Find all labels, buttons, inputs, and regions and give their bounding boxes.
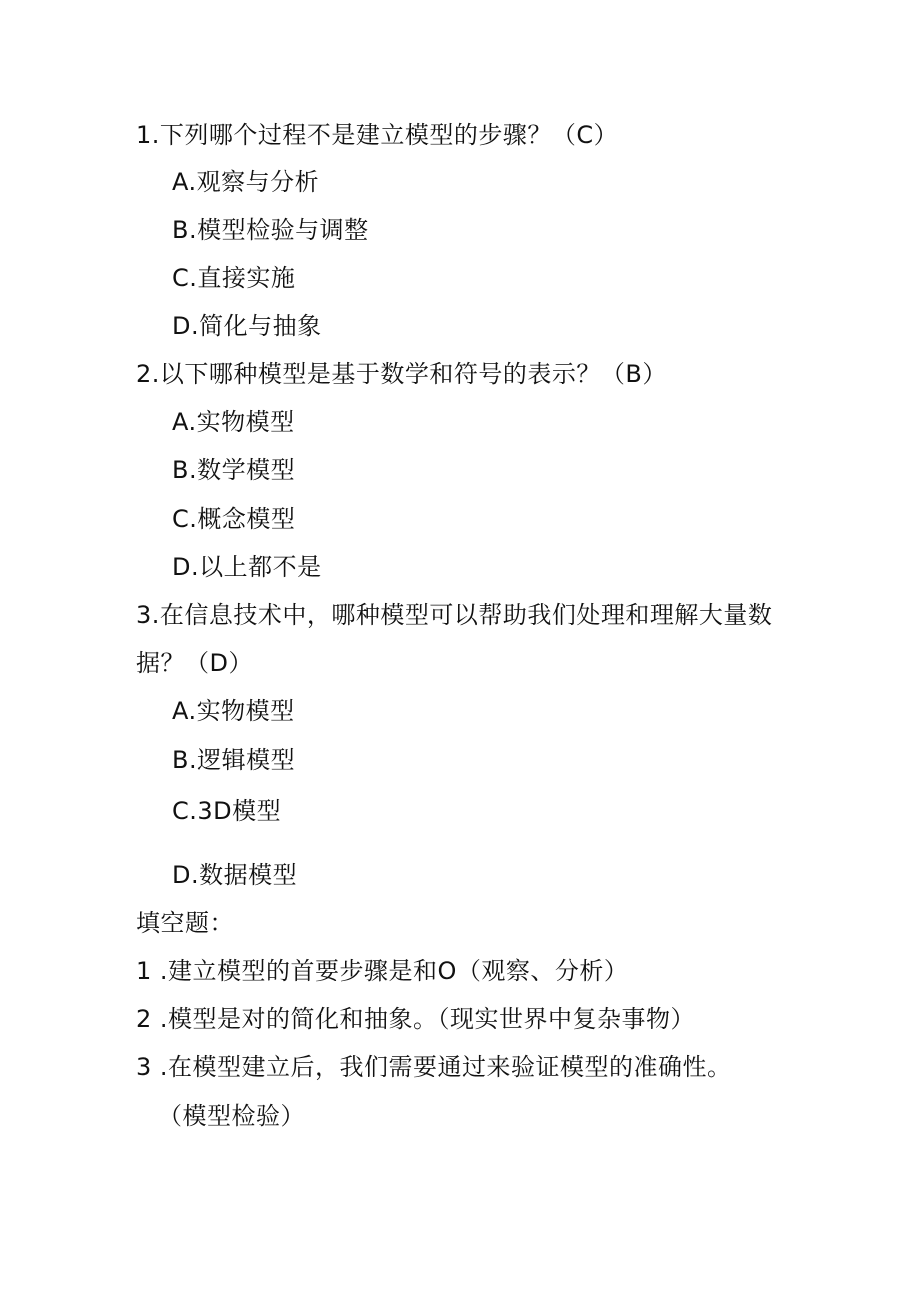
question-2-option-b: B.数学模型 [172,456,296,484]
question-3-stem-line2: 据？（D） [136,649,253,677]
question-3-option-b: B.逻辑模型 [172,746,296,774]
question-1-option-c: C.直接实施 [172,264,296,292]
question-2-option-a: A.实物模型 [172,408,295,436]
question-3-stem-line1: 3.在信息技术中，哪种模型可以帮助我们处理和理解大量数 [136,601,773,629]
fill-item-3: 3 .在模型建立后，我们需要通过来验证模型的准确性。 [136,1053,732,1081]
question-1-option-d: D.简化与抽象 [172,312,322,340]
fill-item-2: 2 .模型是对的简化和抽象。（现实世界中复杂事物） [136,1005,696,1033]
question-3-option-a: A.实物模型 [172,697,295,725]
question-1-stem: 1.下列哪个过程不是建立模型的步骤？（C） [136,121,619,149]
question-2-option-c: C.概念模型 [172,505,296,533]
question-3-option-d: D.数据模型 [172,861,298,889]
fill-section-title: 填空题： [136,909,234,937]
question-1-option-b: B.模型检验与调整 [172,216,369,244]
question-1-option-a: A.观察与分析 [172,168,320,196]
question-3-option-c: C.3D模型 [172,797,282,825]
question-2-stem: 2.以下哪种模型是基于数学和符号的表示？（B） [136,360,667,388]
fill-item-1: 1 .建立模型的首要步骤是和O（观察、分析） [136,957,629,985]
question-2-option-d: D.以上都不是 [172,553,322,581]
fill-item-3-continuation: （模型检验） [158,1102,305,1130]
